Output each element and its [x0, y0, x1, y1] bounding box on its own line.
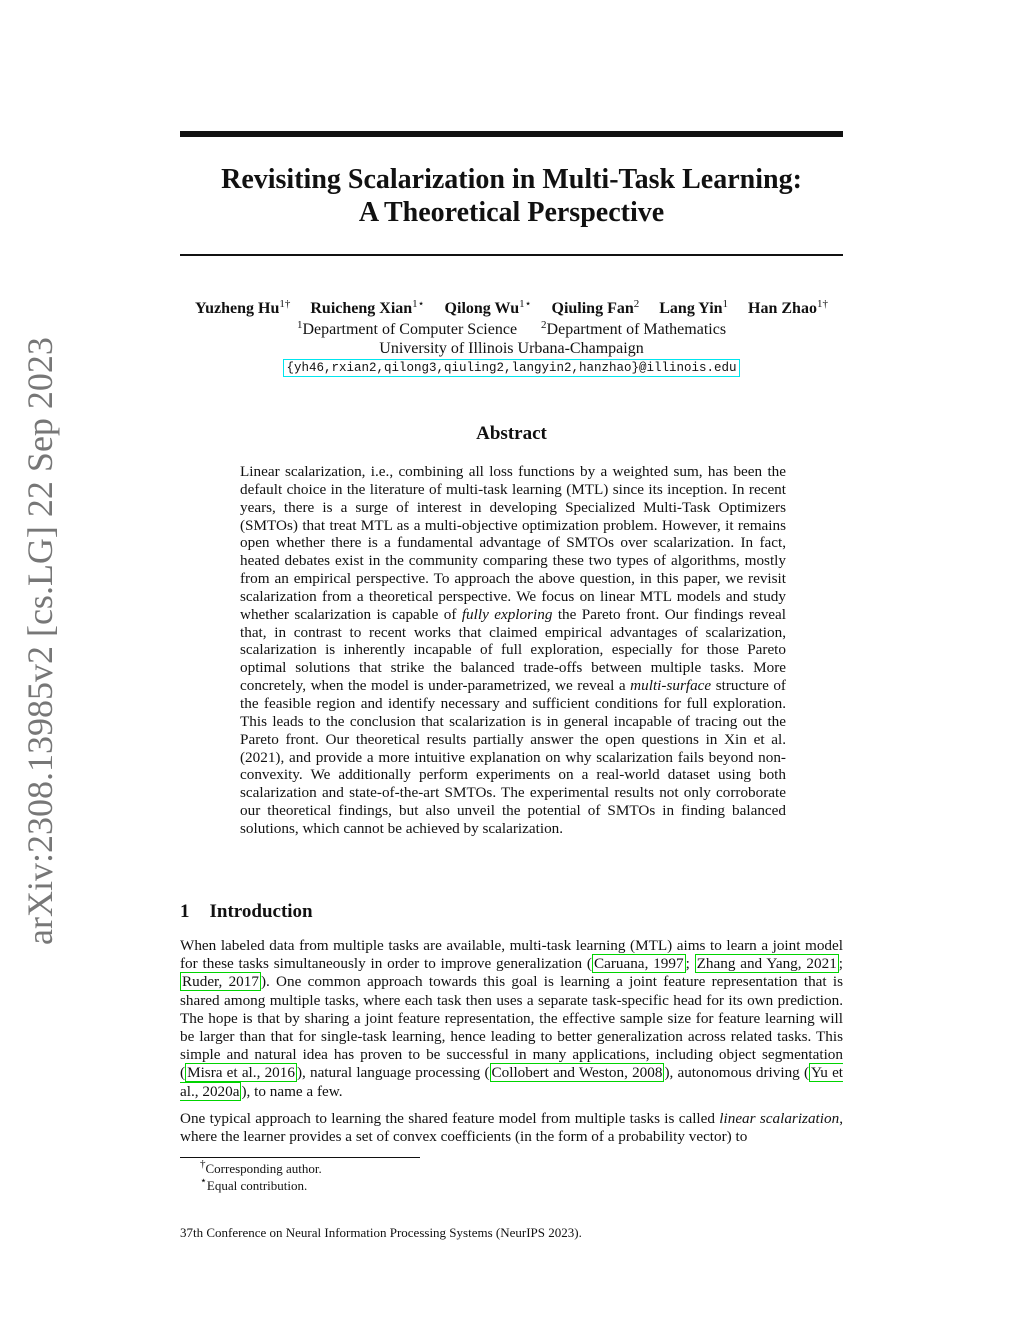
- intro-paragraph-1: When labeled data from multiple tasks are available, multi-task learning (MTL) aims to learn a joint model for these tasks simultaneously in order to improve generalization ( Caruana, 1997 ; Zhang and Yang, 2021 ; Ruder, 2017 ). One common approach towards this goal is learning a joint feature representation that is shared among multiple tasks, where each task then uses a separate task-specific head for its own prediction. The hope is that by sharing a joint feature representation, the effective sample size for feature learning will be larger than that for single-task learning, hence leading to better generalization across related tasks. This simple and natural idea has proven to be successful in many applications, including object segmentation ( Misra et al., 2016 ), natural language processing ( Collobert and Weston, 2008 ), autonomous driving ( Yu et al., 2020a ), to name a few.: [180, 937, 844, 1100]
- footnote-rule: [180, 1157, 420, 1158]
- author: Qiuling Fan$^2$: [551, 298, 640, 317]
- section-heading-introduction: 1 Introduction: [180, 901, 313, 922]
- citation-link[interactable]: Yu et al., 2020a: [180, 1064, 844, 1100]
- paper-title: [180, 163, 843, 229]
- footnote-equal-contribution: ⋆Equal contribution.: [200, 1175, 308, 1193]
- citation-link[interactable]: Ruder, 2017: [182, 973, 259, 991]
- citation-link[interactable]: Collobert and Weston, 2008: [491, 1064, 663, 1082]
- title-bottom-rule: [180, 254, 843, 256]
- abstract-body: Linear scalarization, i.e., combining all loss functions by a weighted sum, has been the default choice in the literature of multi-task learning (MTL) since its inception. In recent years, there is a surge of interest in developing Specialized Multi-Task Optimizers (SMTOs) that treat MTL as a multi-objective optimization problem. However, it remains open whether there is a fundamental advantage of SMTOs over scalarization. In fact, heated debates exist in the community comparing these two types of algorithms, mostly from an empirical perspective. To approach the above question, in this paper, we revisit scalarization from a theoretical perspective. We focus on linear MTL models and study whether scalarization is capable of fully exploring the Pareto front. Our findings reveal that, in contrast to recent works that claimed empirical advantages of scalarization, scalarization is inherently incapable of full exploration, especially for those Pareto optimal solutions that strike the balanced trade-offs between multiple tasks. More concretely, when the model is under-parametrized, we reveal a multi-surface structure of the feasible region and identify necessary and sufficient conditions for full exploration. This leads to the conclusion that scalarization is in general incapable of tracing out the Pareto front. Our theoretical results partially answer the open questions in Xin et al. (2021), and provide a more intuitive explanation on why scalarization fails beyond non-convexity. We additionally perform experiments on a real-world dataset using both scalarization and state-of-the-art SMTOs. The experimental results not only corroborate our theoretical findings, but also unveil the potential of SMTOs in finding balanced solutions, which cannot be achieved by scalarization.: [240, 463, 787, 837]
- author: Yuzheng $Hu^{1\dagger}$: [195, 298, 291, 317]
- title-top-rule: [180, 131, 843, 137]
- venue-note: 37th Conference on Neural Information Processing Systems (NeurIPS 2023).: [180, 1225, 582, 1240]
- email-row: [180, 358, 843, 376]
- affiliation-cs: $^1$Department of Computer Science: [296, 319, 518, 338]
- author: Qilong $Wu^{1⋆}$: [444, 298, 532, 317]
- title-line-1: Revisiting Scalarization in Multi-Task Learning:: [221, 164, 802, 195]
- arxiv-stamp: arXiv:2308.13985v2 [cs.LG] 22 Sep 2023: [20, 337, 60, 945]
- university: University of Illinois Urbana-Champaign: [379, 340, 644, 357]
- author: Ruicheng Xian$^{1⋆}$: [310, 298, 425, 317]
- citation-link[interactable]: Zhang and Yang, 2021: [696, 955, 837, 973]
- author: Han Zhao$^{1\dagger}$: [748, 298, 828, 317]
- abstract-heading: Abstract: [476, 423, 547, 444]
- author-list: [150, 298, 873, 320]
- footnote-corresponding: †Corresponding author.: [200, 1158, 322, 1176]
- affiliations: [180, 320, 843, 358]
- affiliation-math: $^2$Department of Mathematics: [541, 319, 727, 338]
- citation-link[interactable]: Caruana, 1997: [593, 955, 684, 973]
- email-link[interactable]: {yh46,rxian2,qilong3,qiuling2,langyin2,hanzhao}@illinois.edu: [283, 359, 739, 377]
- title-line-2: A Theoretical Perspective: [358, 197, 665, 228]
- author: Lang Yin$^1$: [659, 298, 729, 317]
- citation-link[interactable]: Misra et al., 2016: [187, 1064, 295, 1082]
- intro-paragraph-2: One typical approach to learning the shared feature model from multiple tasks is called linear scalarization, where the learner provides a set of convex coefficients (in the form of a probability vector) to: [180, 1110, 843, 1146]
